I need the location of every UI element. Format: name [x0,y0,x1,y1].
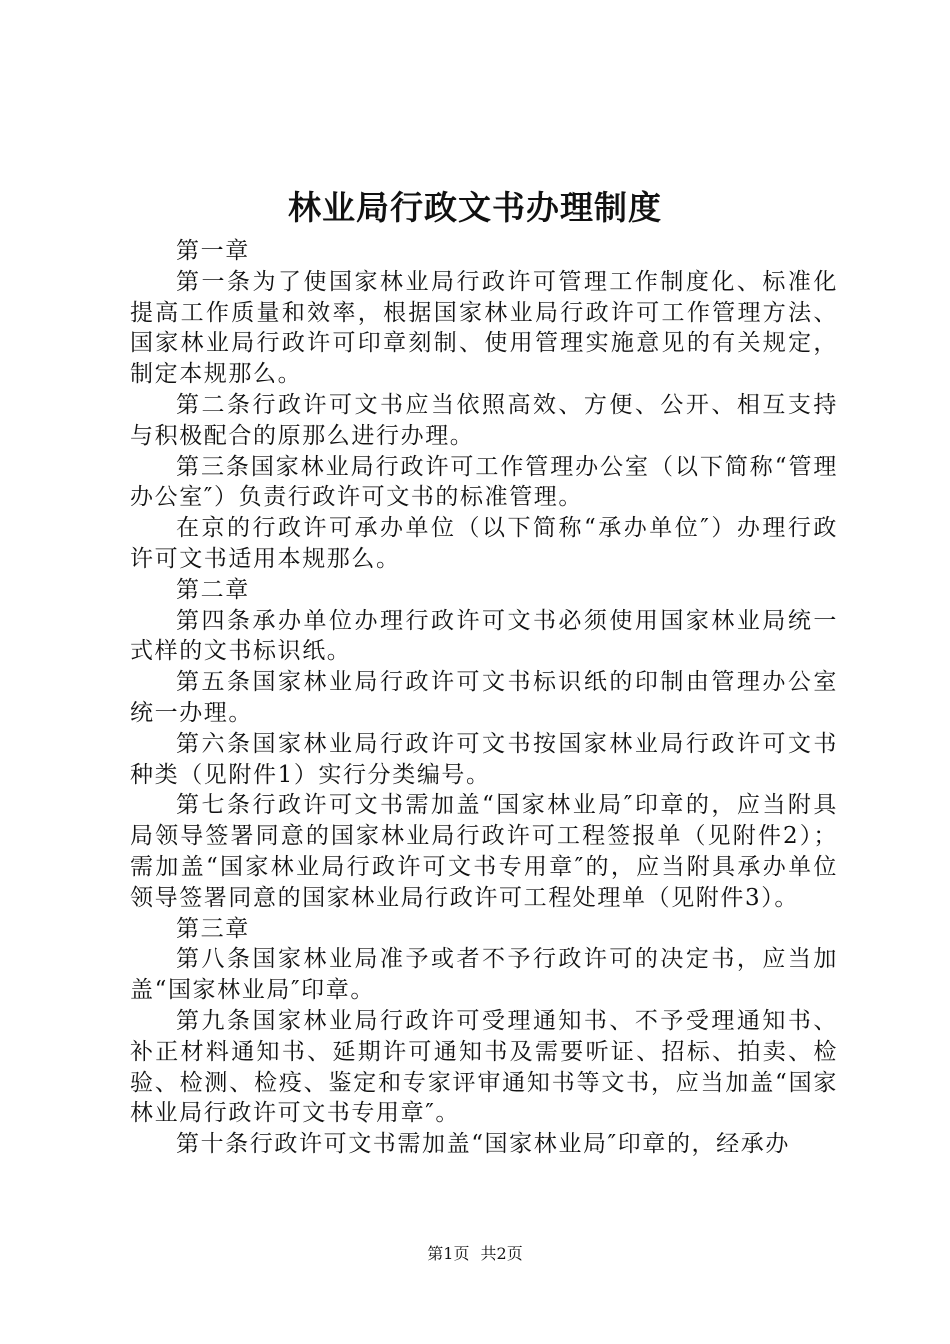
article-paragraph: 在京的行政许可承办单位（以下简称“承办单位″）办理行政许可文书适用本规那么。 [130,515,838,572]
article-paragraph: 第八条国家林业局准予或者不予行政许可的决定书，应当加盖“国家林业局″印章。 [130,946,838,1004]
article-paragraph: 第九条国家林业局行政许可受理通知书、不予受理通知书、补正材料通知书、延期许可通知书及需要听证、招标、拍卖、检验、检测、检疫、鉴定和专家评审通知书等文书，应当加盖“国家林业局行政许可文书专用章″。 [130,1007,838,1127]
article-paragraph: 第七条行政许可文书需加盖“国家林业局″印章的，应当附具局领导签署同意的国家林业局行政许可工程签报单（见附件2）；需加盖“国家林业局行政许可文书专用章″的，应当附具承办单位领导签署同意的国家林业局行政许可工程处理单（见附件3）。 [130,792,838,911]
article-paragraph: 第十条行政许可文书需加盖“国家林业局″印章的，经承办 [176,1131,790,1158]
chapter-heading: 第二章 [176,576,250,603]
page-number: 第1页 [427,1244,470,1263]
article-paragraph: 第一条为了使国家林业局行政许可管理工作制度化、标准化提高工作质量和效率，根据国家林业局行政许可工作管理方法、国家林业局行政许可印章刻制、使用管理实施意见的有关规定，制定本规那么。 [130,268,838,388]
article-paragraph: 第六条国家林业局行政许可文书按国家林业局行政许可文书种类（见附件1）实行分类编号。 [130,730,838,788]
article-paragraph: 第四条承办单位办理行政许可文书必须使用国家林业局统一式样的文书标识纸。 [130,607,838,665]
document-body [130,236,838,1160]
chapter-heading: 第一章 [176,238,250,264]
article-paragraph: 第三条国家林业局行政许可工作管理办公室（以下简称“管理办公室″）负责行政许可文书的标准管理。 [130,453,838,511]
page-footer [0,1243,950,1265]
chapter-heading: 第三章 [176,915,250,942]
page-total: 共2页 [480,1244,523,1263]
article-paragraph: 第二条行政许可文书应当依照高效、方便、公开、相互支持与积极配合的原那么进行办理。 [130,391,838,449]
document-title: 林业局行政文书办理制度 [288,188,662,227]
article-paragraph: 第五条国家林业局行政许可文书标识纸的印制由管理办公室统一办理。 [130,669,838,726]
